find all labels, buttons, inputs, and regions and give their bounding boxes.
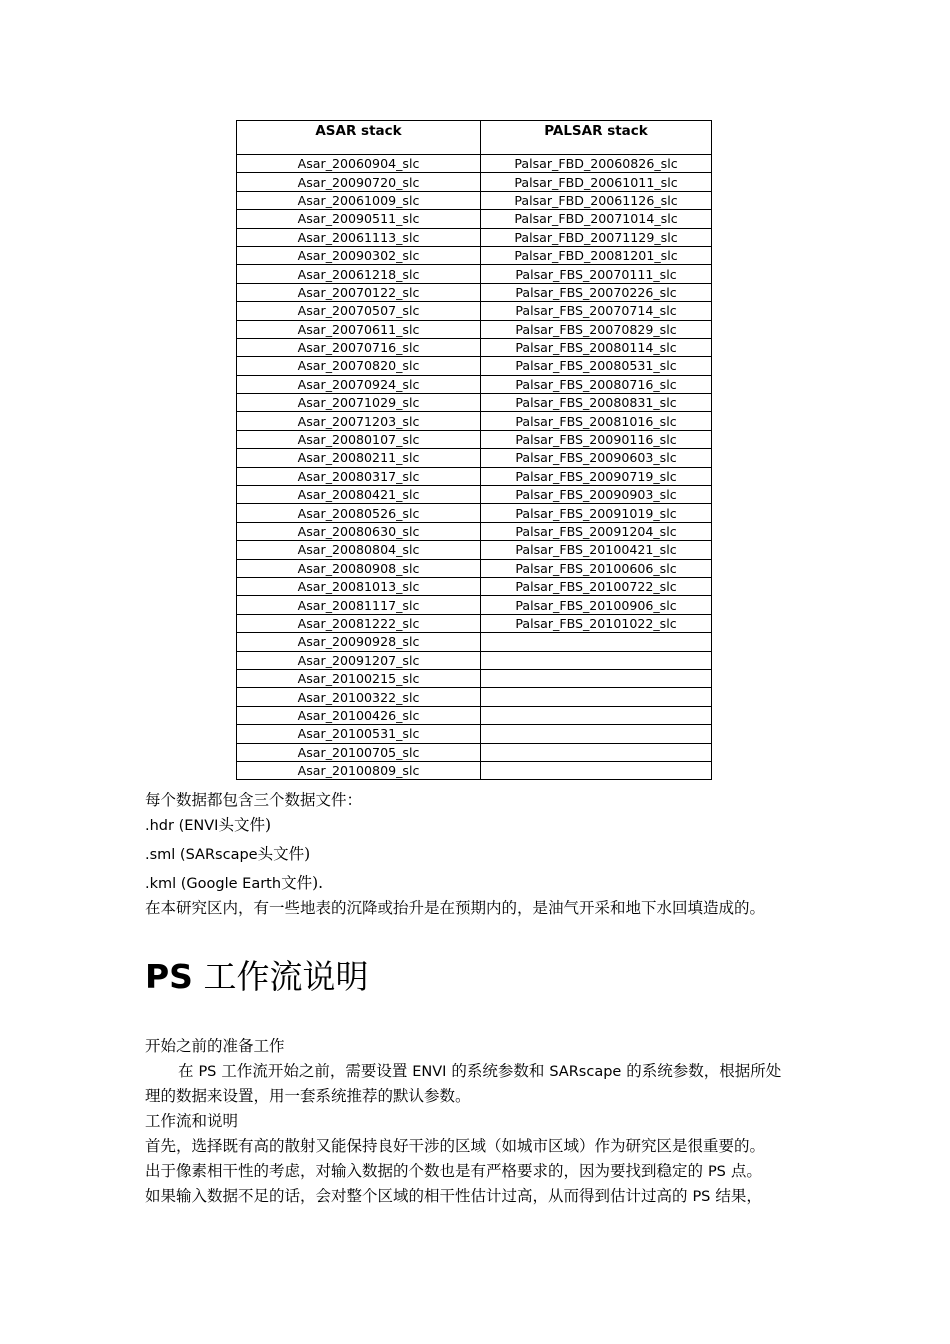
file-kml-desc: 文件). [281,874,324,892]
asar-cell: Asar_20080908_slc [237,559,481,577]
workflow-text: 点。 [725,1162,762,1180]
asar-header: ASAR stack [237,121,481,155]
study-note: 在本研究区内，有一些地表的沉降或抬升是在预期内的，是油气开采和地下水回填造成的。 [145,899,766,917]
asar-cell: Asar_20070820_slc [237,357,481,375]
table-row [237,669,712,687]
files-intro: 每个数据都包含三个数据文件： [145,791,363,809]
asar-cell: Asar_20080211_slc [237,449,481,467]
palsar-cell: Palsar_FBS_20070829_slc [481,320,712,338]
palsar-cell: Palsar_FBS_20080531_slc [481,357,712,375]
palsar-cell [481,688,712,706]
asar-cell: Asar_20080804_slc [237,541,481,559]
table-row [237,320,712,338]
file-hdr [145,815,271,836]
palsar-cell [481,706,712,724]
table-row [237,559,712,577]
asar-cell: Asar_20081117_slc [237,596,481,614]
table-row [237,541,712,559]
file-sml-ext: .sml (SARscape [145,847,258,863]
table-row [237,155,712,173]
table-row [237,302,712,320]
workflow-ps: PS [692,1189,711,1205]
table-row [237,596,712,614]
prep-text: 在 [178,1062,199,1080]
table-row [237,430,712,448]
workflow-text: 结果， [710,1187,762,1205]
palsar-cell: Palsar_FBS_20091019_slc [481,504,712,522]
palsar-header: PALSAR stack [481,121,712,155]
table-row [237,725,712,743]
table-header-row [237,121,712,155]
table-row [237,486,712,504]
palsar-cell: Palsar_FBD_20071014_slc [481,210,712,228]
table-row [237,688,712,706]
palsar-cell [481,651,712,669]
palsar-cell [481,743,712,761]
workflow-text: 如果输入数据不足的话，会对整个区域的相干性估计过高，从而得到估计过高的 [145,1187,693,1205]
asar-cell: Asar_20100215_slc [237,669,481,687]
palsar-cell [481,669,712,687]
prep-envi: ENVI [412,1064,447,1080]
palsar-cell: Palsar_FBD_20071129_slc [481,228,712,246]
table-row [237,651,712,669]
table-row [237,633,712,651]
table-row [237,338,712,356]
asar-cell: Asar_20070611_slc [237,320,481,338]
palsar-cell: Palsar_FBS_20101022_slc [481,614,712,632]
palsar-cell: Palsar_FBS_20070111_slc [481,265,712,283]
heading-latin: PS [145,957,193,996]
asar-cell: Asar_20100426_slc [237,706,481,724]
workflow-text: 出于像素相干性的考虑，对输入数据的个数也是有严格要求的，因为要找到稳定的 [145,1162,708,1180]
palsar-cell: Palsar_FBS_20080716_slc [481,375,712,393]
prep-sarscape: SARscape [549,1064,622,1080]
asar-cell: Asar_20091207_slc [237,651,481,669]
workflow-line2 [145,1161,762,1182]
table-row [237,375,712,393]
asar-cell: Asar_20071203_slc [237,412,481,430]
table-row [237,522,712,540]
palsar-cell: Palsar_FBS_20100421_slc [481,541,712,559]
palsar-cell: Palsar_FBS_20090903_slc [481,486,712,504]
table-row [237,357,712,375]
table-row [237,504,712,522]
palsar-cell: Palsar_FBS_20080114_slc [481,338,712,356]
file-sml [145,844,310,865]
asar-cell: Asar_20100322_slc [237,688,481,706]
palsar-cell: Palsar_FBS_20091204_slc [481,522,712,540]
asar-cell: Asar_20081013_slc [237,577,481,595]
asar-cell: Asar_20070924_slc [237,375,481,393]
prep-paragraph-line1 [178,1061,781,1082]
workflow-line3 [145,1186,762,1207]
table-row [237,412,712,430]
asar-cell: Asar_20070716_slc [237,338,481,356]
asar-cell: Asar_20070507_slc [237,302,481,320]
file-hdr-ext: .hdr (ENVI [145,818,219,834]
asar-cell: Asar_20061009_slc [237,191,481,209]
heading-cjk: 工作流说明 [192,957,369,996]
prep-text: 的系统参数，根据所处 [621,1062,782,1080]
table-row [237,614,712,632]
asar-cell: Asar_20081222_slc [237,614,481,632]
prep-text: 工作流开始之前，需要设置 [216,1062,413,1080]
prep-paragraph-line2: 理的数据来设置，用一套系统推荐的默认参数。 [145,1087,471,1105]
table-row [237,228,712,246]
asar-cell: Asar_20090720_slc [237,173,481,191]
palsar-cell: Palsar_FBS_20100606_slc [481,559,712,577]
table-row [237,761,712,779]
file-kml-ext: .kml (Google Earth [145,876,282,892]
palsar-cell: Palsar_FBD_20081201_slc [481,246,712,264]
palsar-cell: Palsar_FBS_20100906_slc [481,596,712,614]
table-row [237,743,712,761]
asar-cell: Asar_20090302_slc [237,246,481,264]
palsar-cell: Palsar_FBS_20100722_slc [481,577,712,595]
asar-cell: Asar_20080317_slc [237,467,481,485]
asar-cell: Asar_20080630_slc [237,522,481,540]
stack-table [236,120,712,780]
table-row [237,246,712,264]
table-row [237,265,712,283]
asar-cell: Asar_20080107_slc [237,430,481,448]
palsar-cell [481,725,712,743]
table-row [237,283,712,301]
prep-text: 的系统参数和 [446,1062,550,1080]
palsar-cell: Palsar_FBS_20081016_slc [481,412,712,430]
palsar-cell: Palsar_FBD_20061011_slc [481,173,712,191]
asar-cell: Asar_20100809_slc [237,761,481,779]
prep-ps: PS [198,1064,217,1080]
asar-cell: Asar_20090511_slc [237,210,481,228]
palsar-cell: Palsar_FBS_20090603_slc [481,449,712,467]
table-row [237,191,712,209]
asar-cell: Asar_20061218_slc [237,265,481,283]
asar-cell: Asar_20090928_slc [237,633,481,651]
asar-cell: Asar_20080526_slc [237,504,481,522]
table-row [237,173,712,191]
asar-cell: Asar_20080421_slc [237,486,481,504]
workflow-ps: PS [707,1164,726,1180]
table-row [237,394,712,412]
asar-cell: Asar_20071029_slc [237,394,481,412]
palsar-cell: Palsar_FBS_20070714_slc [481,302,712,320]
asar-cell: Asar_20070122_slc [237,283,481,301]
workflow-title: 工作流和说明 [145,1112,239,1130]
palsar-cell [481,633,712,651]
table-row [237,467,712,485]
prep-title: 开始之前的准备工作 [145,1037,285,1055]
asar-cell: Asar_20100531_slc [237,725,481,743]
asar-cell: Asar_20061113_slc [237,228,481,246]
table-row [237,706,712,724]
asar-cell: Asar_20060904_slc [237,155,481,173]
palsar-cell [481,761,712,779]
palsar-cell: Palsar_FBS_20090719_slc [481,467,712,485]
palsar-cell: Palsar_FBD_20061126_slc [481,191,712,209]
palsar-cell: Palsar_FBD_20060826_slc [481,155,712,173]
table-row [237,449,712,467]
palsar-cell: Palsar_FBS_20070226_slc [481,283,712,301]
file-sml-desc: 头文件) [257,845,311,863]
palsar-cell: Palsar_FBS_20080831_slc [481,394,712,412]
palsar-cell: Palsar_FBS_20090116_slc [481,430,712,448]
section-heading [145,955,368,999]
table-row [237,210,712,228]
table-row [237,577,712,595]
workflow-line1: 首先，选择既有高的散射又能保持良好干涉的区域（如城市区域）作为研究区是很重要的。 [145,1137,766,1155]
file-hdr-desc: 头文件) [218,816,271,834]
file-kml [145,873,323,894]
asar-cell: Asar_20100705_slc [237,743,481,761]
